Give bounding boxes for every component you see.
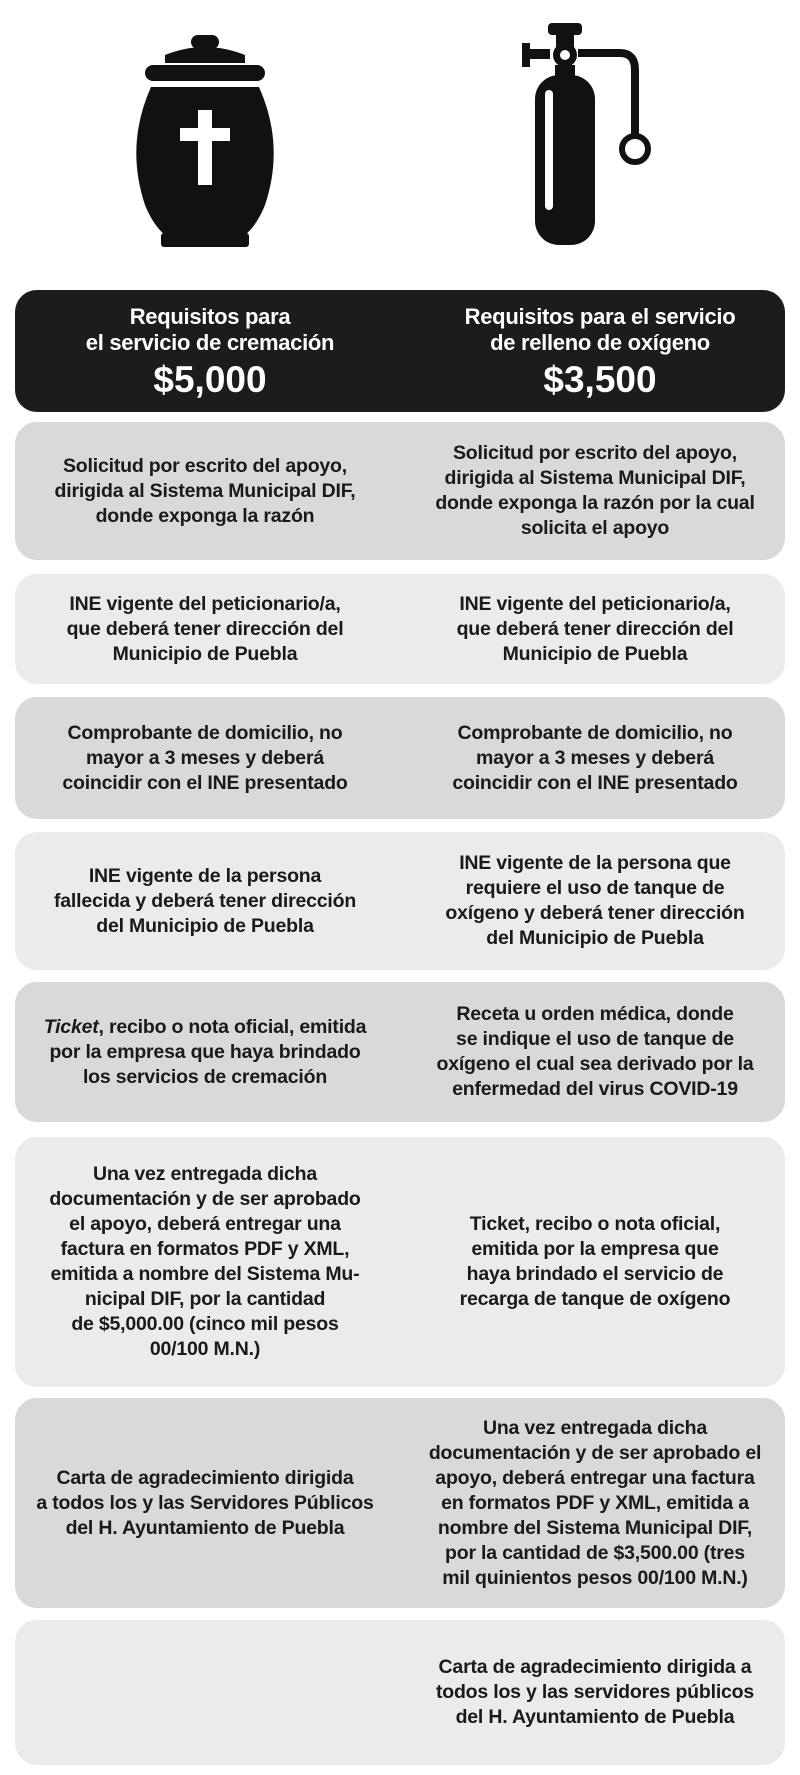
requirement-row <box>15 982 785 1122</box>
requirement-row <box>15 574 785 684</box>
requirement-row <box>15 422 785 560</box>
ticket-italic: Ticket <box>43 1015 99 1038</box>
cremation-title: Requisitos para el servicio de cremación <box>85 304 335 355</box>
requirement-row <box>15 1620 785 1765</box>
icons-area <box>0 0 800 270</box>
cremation-requirement: INE vigente del peticionario/a, que deberá tener dirección del Municipio de Puebla <box>66 592 344 665</box>
oxygen-header <box>415 304 785 402</box>
oxygen-tank-icon <box>500 15 690 255</box>
cremation-requirement-empty <box>20 1620 390 1765</box>
cremation-requirement: Una vez entregada dicha documentación y de ser aprobado el apoyo, deberá entregar una factura en formatos PDF y XML, emitida a nombre del Sistema Mu- nicipal DIF, por la cantidad de $5,000.00 (cinco mil pesos 00/100 M.N.) <box>49 1163 361 1360</box>
oxygen-requirement: Carta de agradecimiento dirigida a todos los y las servidores públicos del H. Ayuntamiento de Puebla <box>435 1656 755 1728</box>
requirement-row <box>15 1398 785 1608</box>
requirement-row <box>15 832 785 970</box>
cremation-requirement: Solicitud por escrito del apoyo, dirigida al Sistema Municipal DIF, donde exponga la razón <box>54 454 356 527</box>
urn-with-cross-icon <box>125 25 285 255</box>
requirement-row <box>15 697 785 819</box>
oxygen-requirement: Ticket, recibo o nota oficial, emitida por la empresa que haya brindado el servicio de recarga de tanque de oxígeno <box>459 1213 731 1310</box>
oxygen-requirement: Una vez entregada dicha documentación y de ser aprobado el apoyo, deberá entregar una factura en formatos PDF y XML, emitida a nombre del Sistema Municipal DIF, por la cantidad de $3,500.00 (tres mil quinientos pesos 00/100 M.N.) <box>428 1416 762 1589</box>
oxygen-title: Requisitos para el servicio de relleno de oxígeno <box>464 304 736 355</box>
cremation-requirement: Comprobante de domicilio, no mayor a 3 meses y deberá coincidir con el INE presentado <box>62 721 348 794</box>
oxygen-requirement: Comprobante de domicilio, no mayor a 3 meses y deberá coincidir con el INE presentado <box>452 721 738 794</box>
oxygen-requirement: Receta u orden médica, donde se indique el uso de tanque de oxígeno el cual sea derivado por la enfermedad del virus COVID-19 <box>436 1003 754 1100</box>
cremation-requirement: INE vigente de la persona fallecida y deberá tener dirección del Municipio de Puebla <box>53 864 357 937</box>
cremation-requirement: Carta de agradecimiento dirigida a todos los y las Servidores Públicos del H. Ayuntamiento de Puebla <box>36 1466 374 1539</box>
cremation-header <box>25 304 395 402</box>
oxygen-requirement: INE vigente del peticionario/a, que deberá tener dirección del Municipio de Puebla <box>456 592 734 665</box>
oxygen-requirement: INE vigente de la persona que requiere el uso de tanque de oxígeno y deberá tener dirección del Municipio de Puebla <box>445 852 745 949</box>
oxygen-price: $3,500 <box>543 359 657 400</box>
requirements-header <box>15 290 785 412</box>
oxygen-requirement: Solicitud por escrito del apoyo, dirigida al Sistema Municipal DIF, donde exponga la razón por la cual solicita el apoyo <box>435 442 755 539</box>
cremation-requirement: Ticket, recibo o nota oficial, emitida por la empresa que haya brindado los servicios de cremación <box>43 1015 367 1088</box>
requirement-row <box>15 1137 785 1387</box>
cremation-price: $5,000 <box>153 359 267 400</box>
